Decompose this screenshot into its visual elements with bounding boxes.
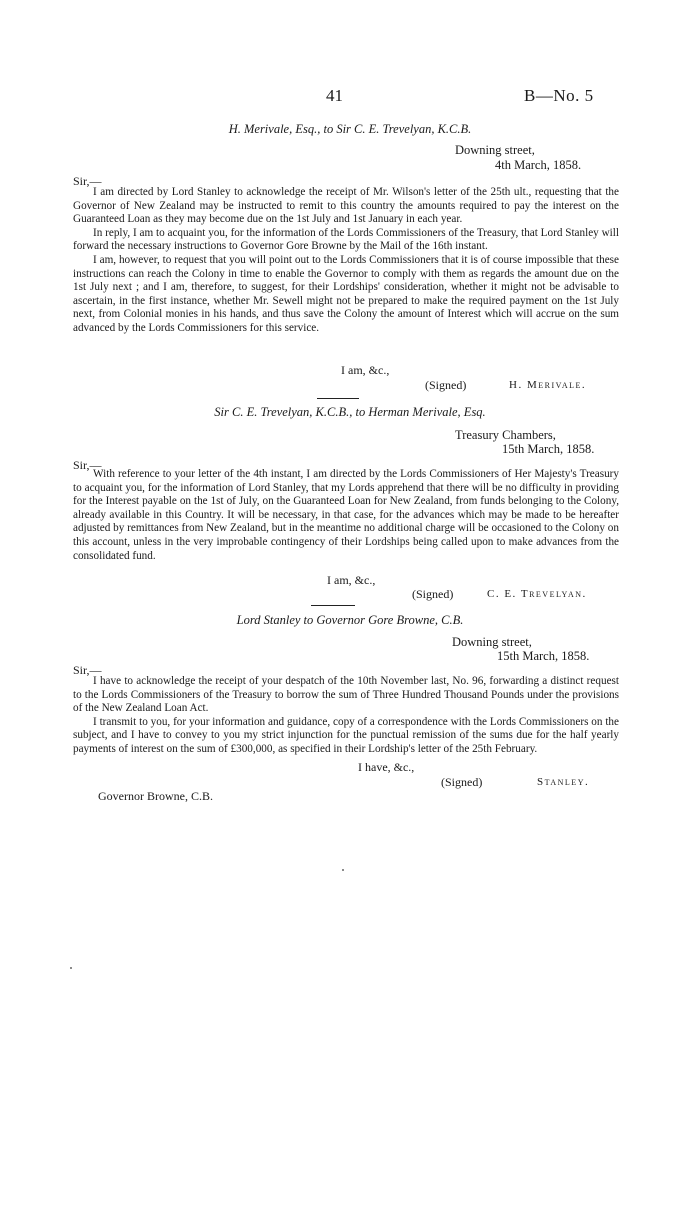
series-number: B—No. 5 (524, 86, 594, 105)
letter-2-signature: C. E. Trevelyan. (487, 588, 587, 600)
letter-3-signature: Stanley. (537, 776, 590, 788)
letter-1-paragraph: I am directed by Lord Stanley to acknowledge the receipt of Mr. Wilson's letter of the 25th ult., requesting that the Governor of New Zealand may be instructed to remit to this country the amounts required to pay the interest on the Guaranteed Loan as they may become due on the 1st July and 1st January in each year. (73, 186, 619, 226)
scan-speck (342, 869, 344, 871)
letter-1-place: Downing street, (455, 143, 535, 157)
letter-1-salutation: Sir,— (73, 174, 102, 188)
separator-rule (317, 398, 359, 399)
letter-3-body (73, 675, 619, 757)
separator-rule (311, 605, 355, 606)
letter-3-addressee: Governor Browne, C.B. (98, 789, 213, 803)
letter-3-place: Downing street, (452, 635, 532, 649)
letter-3-paragraph: I transmit to you, for your information and guidance, copy of a correspondence with the Lords Commissioners on the subject, and I have to convey to you my strict injunction for the punctual remission of the sums due for the half yearly payments of interest on the sum of £300,000, as specified in their Lordship's letter of the 25th February. (73, 715, 619, 755)
letter-2-closing: I am, &c., (327, 573, 376, 587)
letter-2-date: 15th March, 1858. (502, 442, 595, 456)
letter-2-body (73, 468, 619, 563)
letter-1-date: 4th March, 1858. (495, 158, 582, 172)
letter-1-signed: (Signed) (425, 378, 467, 392)
letter-2-salutation: Sir,— (73, 458, 102, 472)
letter-1-body (73, 186, 619, 336)
letter-2-place: Treasury Chambers, (455, 428, 556, 442)
letter-1-closing: I am, &c., (341, 363, 390, 377)
letter-3-heading: Lord Stanley to Governor Gore Browne, C.B. (236, 613, 464, 627)
letter-2-signed: (Signed) (412, 587, 454, 601)
letter-2-heading: Sir C. E. Trevelyan, K.C.B., to Herman Merivale, Esq. (214, 405, 486, 419)
page-number: 41 (326, 86, 343, 105)
scan-speck (70, 967, 72, 969)
letter-2-paragraph: With reference to your letter of the 4th instant, I am directed by the Lords Commissioners of Her Majesty's Treasury to acquaint you, for the information of Lord Stanley, that my Lords apprehend that there will be no difficulty in providing for the Interest payable on the 1st of July, on the Guaranteed Loan for New Zealand, from funds belonging to the Colony, already available in this Country. It will be necessary, in that case, for the advances which may be made to be hereafter adjusted by remittances from New Zealand, but in the meantime no additional charge will be occasioned to the Colony on this account, unless in the very improbable contingency of their Lordships being called upon to make advances from the consolidated fund. (73, 468, 619, 562)
letter-1-paragraph: In reply, I am to acquaint you, for the information of the Lords Commissioners of the Treasury, that Lord Stanley will forward the necessary instructions to Governor Gore Browne by the Mail of the 16th instant. (73, 226, 619, 253)
letter-1-heading: H. Merivale, Esq., to Sir C. E. Trevelyan, K.C.B. (228, 122, 472, 136)
letter-1-signature: H. Merivale. (509, 379, 587, 391)
letter-3-date: 15th March, 1858. (497, 649, 590, 663)
letter-3-salutation: Sir,— (73, 663, 102, 677)
letter-1-paragraph: I am, however, to request that you will point out to the Lords Commissioners that it is of course impossible that these instructions can reach the Colony in time to enable the Governor to comply with them as regards the amount due on the 1st July next ; and I am, therefore, to suggest, for their Lordships' consideration, whether it might not be advisable to ascertain, in the first instance, whether Mr. Sewell might not be prepared to make the required payment on the 1st July next, from Colonial monies in his hands, and thus save the Colony the amount of Interest which will accrue on the sum advanced by the Lords Commissioners for this service. (73, 253, 619, 334)
letter-3-paragraph: I have to acknowledge the receipt of your despatch of the 10th November last, No. 96, forwarding a distinct request to the Lords Commissioners of the Treasury to borrow the sum of Three Hundred Thousand Pounds under the provisions of the New Zealand Loan Act. (73, 675, 619, 715)
letter-3-closing: I have, &c., (358, 760, 415, 774)
letter-3-signed: (Signed) (441, 775, 483, 789)
